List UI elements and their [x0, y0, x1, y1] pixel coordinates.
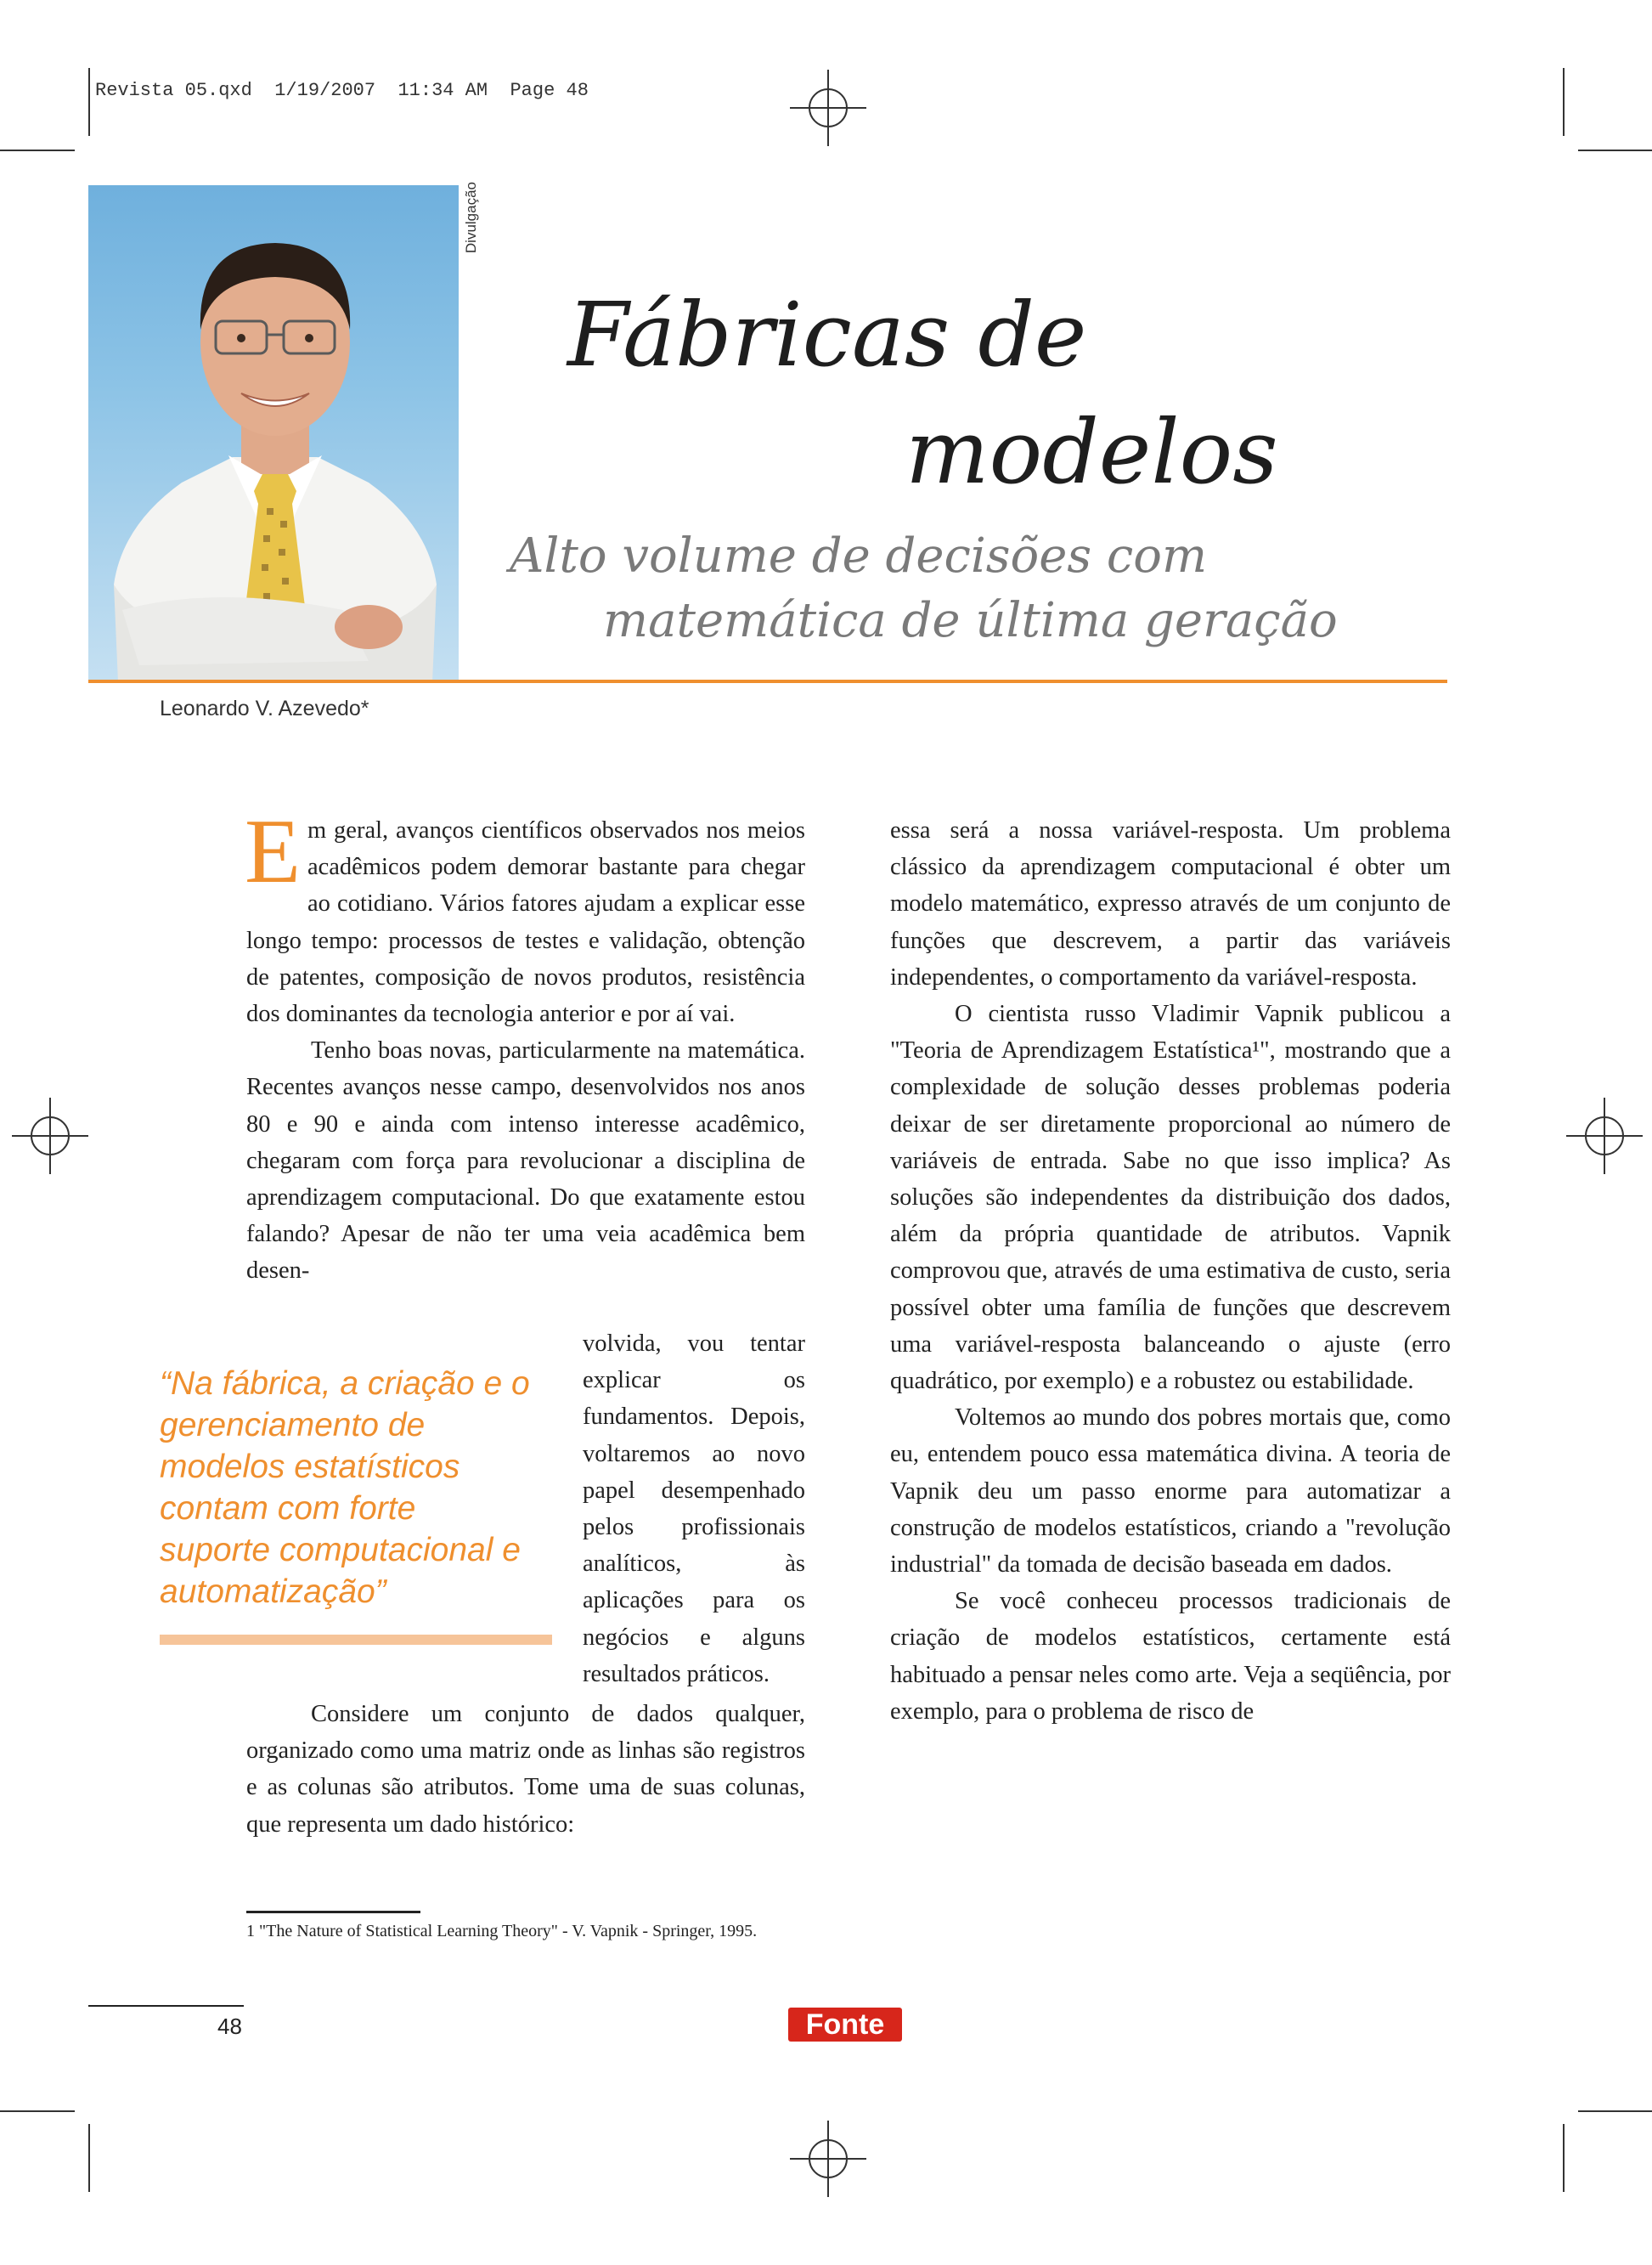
author-photo	[88, 185, 459, 682]
paragraph: Em geral, avanços científicos observados nos meios acadêmicos podem demorar bastante para chegar ao cotidiano. Vários fatores ajudam a explicar esse longo tempo: processos de testes e validação, obtenção de patentes, composição de novos produtos, resistência dos dominantes da tecnologia anterior e por aí vai.	[245, 801, 805, 1028]
paragraph: essa será a nossa variável-resposta. Um problema clássico da aprendizagem computacional é obter um modelo matemático, expresso através de um conjunto de funções que descrevem, a partir das variáveis independentes, o comportamento da variável-resposta.	[890, 817, 1451, 991]
body-column-2	[890, 812, 1451, 1730]
magazine-logo: Fonte	[788, 2008, 902, 2042]
crop-mark	[1563, 68, 1565, 136]
registration-mark	[31, 1116, 70, 1155]
crop-mark	[1578, 2110, 1652, 2112]
drop-cap: E	[245, 801, 301, 902]
registration-mark	[1585, 1116, 1624, 1155]
paragraph: O cientista russo Vladimir Vapnik publicou a "Teoria de Aprendizagem Estatística¹", mostrando que a complexidade de solução desses problemas poderia deixar de ser diretamente proporcional ao número de variáveis de entrada. Sabe no que isso implica? As soluções são independentes da distribuição dos dados, além da própria quantidade de atributos. Vapnik comprovou que, através de uma estimativa de custo, seria possível obter uma família de funções que descrevem uma variável-resposta balanceando o ajuste (erro quadrático, por exemplo) e a robustez ou estabilidade.	[890, 1001, 1451, 1395]
paragraph: Tenho boas novas, particularmente na matemática. Recentes avanços nesse campo, desenvolvidos nos anos 80 e 90 e ainda com intenso interesse acadêmico, chegaram com força para revolucionar a disciplina de aprendizagem computacional. Do que exatamente estou falando? Apesar de não ter uma veia acadêmica bem desen-	[246, 1037, 805, 1285]
title-line-2: modelos	[905, 400, 1278, 504]
crop-mark	[1578, 150, 1652, 151]
paragraph: Considere um conjunto de dados qualquer, organizado como uma matriz onde as linhas são registros e as colunas são atributos. Tome uma de suas colunas, que representa um dado histórico:	[246, 1701, 805, 1838]
page-number-rule	[88, 2005, 244, 2007]
footnote: 1 "The Nature of Statistical Learning Theory" - V. Vapnik - Springer, 1995.	[246, 1922, 758, 1940]
crop-mark	[1563, 2124, 1565, 2192]
photo-credit: Divulgação	[463, 182, 479, 254]
body-column-1-bottom	[246, 1696, 805, 1843]
subtitle-line-1: Alto volume de decisões com	[510, 528, 1208, 584]
subtitle-line-2: matemática de última geração	[603, 593, 1338, 648]
crop-mark	[0, 150, 75, 151]
body-column-1	[245, 801, 805, 1290]
footnote-rule	[246, 1911, 420, 1913]
paragraph: Se você conheceu processos tradicionais de criação de modelos estatísticos, certamente está habituado a pensar neles como arte. Veja a seqüência, por exemplo, para o problema de risco de	[890, 1588, 1451, 1725]
crop-mark	[88, 68, 90, 136]
page-number: 48	[217, 2014, 242, 2039]
printer-slug: Revista 05.qxd 1/19/2007 11:34 AM Page 48	[95, 80, 589, 101]
header-rule	[88, 680, 1447, 683]
author-byline: Leonardo V. Azevedo*	[160, 697, 369, 720]
pull-quote-rule	[160, 1635, 552, 1645]
registration-mark	[809, 88, 848, 127]
crop-mark	[88, 2124, 90, 2192]
registration-mark	[809, 2139, 848, 2178]
body-column-1-wrap	[583, 1325, 805, 1692]
pull-quote: “Na fábrica, a criação e o gerenciamento de modelos estatísticos contam com forte suporte computacional e automatização”	[160, 1365, 530, 1610]
paragraph: Voltemos ao mundo dos pobres mortais que, como eu, entendem pouco essa matemática divina. A teoria de Vapnik deu um passo enorme para automatizar a construção de modelos estatísticos, criando a "revolução industrial" da tomada de decisão baseada em dados.	[890, 1404, 1451, 1579]
paragraph: volvida, vou tentar explicar os fundamentos. Depois, voltaremos ao novo papel desempenhado pelos profissionais analíticos, às aplicações para os negócios e alguns resultados práticos.	[583, 1330, 805, 1687]
title-line-1: Fábricas de	[567, 283, 1087, 387]
crop-mark	[0, 2110, 75, 2112]
